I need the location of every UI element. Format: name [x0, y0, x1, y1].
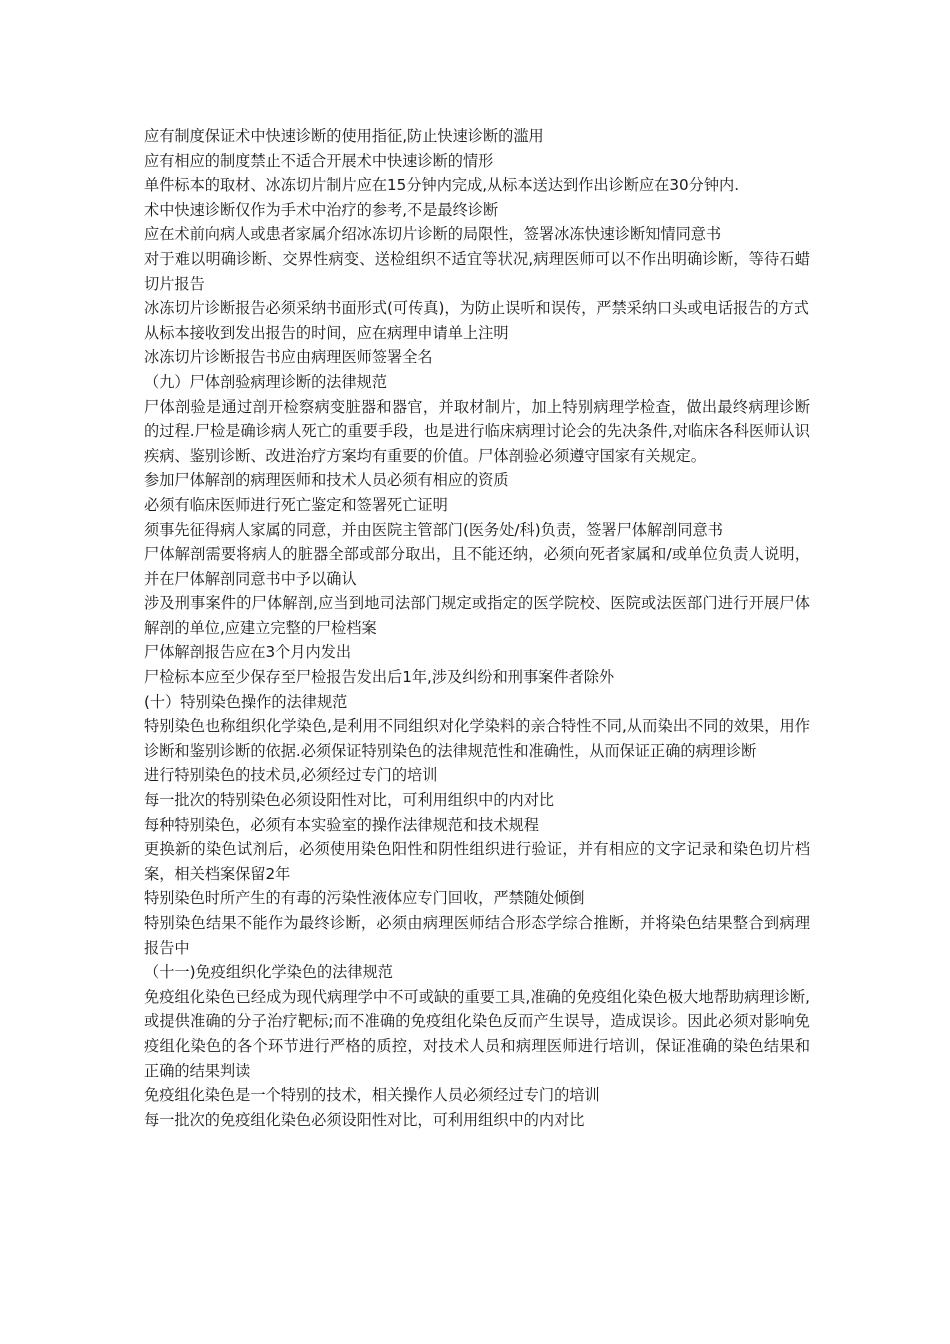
paragraph: 特别染色也称组织化学染色,是利用不同组织对化学染料的亲合特性不同,从而染出不同的效果，用作诊断和鉴别诊断的依据.必须保证特别染色的法律规范性和准确性，从而保证正确的病理诊断 [144, 717, 810, 760]
document-body [144, 124, 810, 1132]
paragraph: 应在术前向病人或患者家属介绍冰冻切片诊断的局限性，签署冰冻快速诊断知情同意书 [144, 225, 722, 244]
paragraph: 每一批次的免疫组化染色必须设阳性对比，可利用组织中的内对比 [144, 1110, 585, 1129]
paragraph: 每种特别染色，必须有本实验室的操作法律规范和技术规程 [144, 815, 539, 834]
paragraph: 尸检标本应至少保存至尸检报告发出后1年,涉及纠纷和刑事案件者除外 [144, 668, 615, 687]
paragraph: 尸体解剖报告应在3个月内发出 [144, 643, 352, 662]
paragraph: 应有相应的制度禁止不适合开展术中快速诊断的情形 [144, 151, 494, 170]
paragraph: 尸体剖验是通过剖开检察病变脏器和器官，并取材制片，加上特别病理学检查，做出最终病理诊断的过程.尸检是确诊病人死亡的重要手段，也是进行临床病理讨论会的先决条件,对临床各科医师认识疾病、鉴别诊断、改进治疗方案均有重要的价值。尸体剖验必须遵守国家有关规定。 [144, 397, 810, 465]
paragraph: 单件标本的取材、冰冻切片制片应在15分钟内完成,从标本送达到作出诊断应在30分钟内. [144, 176, 740, 195]
section-heading: （十一)免疫组织化学染色的法律规范 [144, 963, 393, 982]
section-heading: (十）特别染色操作的法律规范 [144, 692, 348, 711]
paragraph: 术中快速诊断仅作为手术中治疗的参考,不是最终诊断 [144, 200, 499, 219]
paragraph: 对于难以明确诊断、交界性病变、送检组织不适宜等状况,病理医师可以不作出明确诊断，等待石蜡切片报告 [144, 249, 810, 293]
paragraph: 应有制度保证术中快速诊断的使用指征,防止快速诊断的滥用 [144, 127, 544, 145]
paragraph: 冰冻切片诊断报告书应由病理医师签署全名 [144, 348, 433, 367]
paragraph: 特别染色时所产生的有毒的污染性液体应专门回收，严禁随处倾倒 [144, 889, 585, 908]
paragraph: 每一批次的特别染色必须设阳性对比，可利用组织中的内对比 [144, 791, 555, 810]
paragraph: 参加尸体解剖的病理医师和技术人员必须有相应的资质 [144, 471, 509, 490]
paragraph: 须事先征得病人家属的同意，并由医院主管部门(医务处/科)负责，签署尸体解剖同意书 [144, 520, 723, 539]
paragraph: 尸体解剖需要将病人的脏器全部或部分取出，且不能还纳，必须向死者家属和/或单位负责人说明，并在尸体解剖同意书中予以确认 [144, 545, 810, 588]
paragraph: 涉及刑事案件的尸体解剖,应当到地司法部门规定或指定的医学院校、医院或法医部门进行开展尸体解剖的单位,应建立完整的尸检档案 [144, 594, 810, 637]
paragraph: 冰冻切片诊断报告必须采纳书面形式(可传真)，为防止误听和误传，严禁采纳口头或电话报告的方式 [144, 299, 809, 318]
paragraph: 更换新的染色试剂后，必须使用染色阳性和阴性组织进行验证，并有相应的文字记录和染色切片档案，相关档案保留2年 [144, 840, 810, 883]
paragraph: 免疫组化染色是一个特别的技术，相关操作人员必须经过专门的培训 [144, 1086, 600, 1105]
paragraph: 进行特别染色的技术员,必须经过专门的培训 [144, 766, 438, 785]
paragraph: 从标本接收到发出报告的时间，应在病理申请单上注明 [144, 323, 509, 342]
paragraph: 免疫组化染色已经成为现代病理学中不可或缺的重要工具,准确的免疫组化染色极大地帮助病理诊断,或提供准确的分子治疗靶标;而不准确的免疫组化染色反而产生误导，造成误诊。因此必须对影响免疫组化染色的各个环节进行严格的质控，对技术人员和病理医师进行培训，保证准确的染色结果和正确的结果判读 [144, 987, 810, 1080]
paragraph: 必须有临床医师进行死亡鉴定和签署死亡证明 [144, 495, 448, 514]
section-heading: （九）尸体剖验病理诊断的法律规范 [144, 372, 387, 391]
paragraph: 特别染色结果不能作为最终诊断，必须由病理医师结合形态学综合推断，并将染色结果整合到病理报告中 [144, 914, 810, 957]
